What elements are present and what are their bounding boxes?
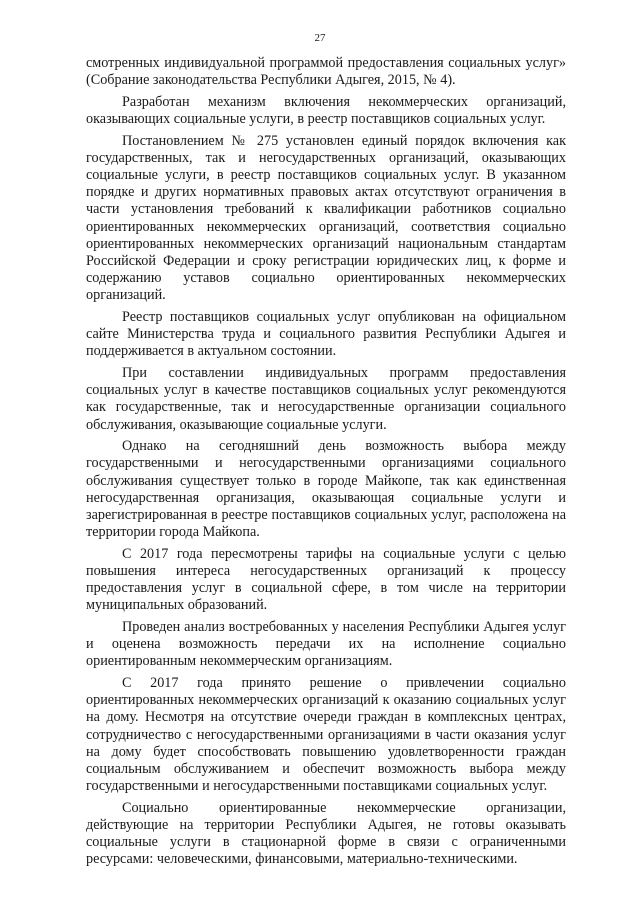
paragraph-3: Постановлением № 275 установлен единый порядок включения как государственных, так и негосударственных организаций, оказывающих социальные услуги, в реестр поставщиков социальных услуг. В указанном порядке и других нормативных правовых актах отсутствуют ограничения в части установления требований к квалификации работников социально ориентированных некоммерческих организаций, соответствия социально ориентированных некоммерческих организаций национальным стандартам Российской Федерации и сроку регистрации юридических лиц, к форме и содержанию уставов социально ориентированных некоммерческих организаций.: [86, 132, 566, 304]
paragraph-8: Проведен анализ востребованных у населения Республики Адыгея услуг и оценена возможность передачи их на исполнение социально ориентированным некоммерческим организациям.: [86, 619, 566, 670]
paragraph-2: Разработан механизм включения некоммерческих организаций, оказывающих социальные услуги, в реестр поставщиков социальных услуг.: [86, 93, 566, 127]
paragraph-7: С 2017 года пересмотрены тарифы на социальные услуги с целью повышения интереса негосударственных организаций к процессу предоставления услуг в социальной сфере, в том числе на территории муниципальных образований.: [86, 545, 566, 614]
paragraph-6: Однако на сегодняшний день возможность выбора между государственными и негосударственными организациями социального обслуживания существует только в городе Майкопе, так как единственная негосударственная организация, оказывающая социальные услуги и зарегистрированная в реестре поставщиков социальных услуг, расположена на территории города Майкопа.: [86, 438, 566, 541]
paragraph-10: Социально ориентированные некоммерческие организации, действующие на территории Республики Адыгея, не готовы оказывать социальные услуги в стационарной форме в связи с ограниченными ресурсами: человеческими, финансовыми, материально-техническими.: [86, 799, 566, 868]
paragraph-4: Реестр поставщиков социальных услуг опубликован на официальном сайте Министерства труда и социального развития Республики Адыгея и поддерживается в актуальном состоянии.: [86, 309, 566, 360]
page-number: 27: [314, 32, 326, 44]
paragraph-5: При составлении индивидуальных программ предоставления социальных услуг в качестве поставщиков социальных услуг рекомендуются как государственные, так и негосударственные организации социального обслуживания, оказывающие социальные услуги.: [86, 365, 566, 433]
paragraph-9: С 2017 года принято решение о привлечении социально ориентированных некоммерческих организаций к оказанию социальных услуг на дому. Несмотря на отсутствие очереди граждан в комплексных центрах, сотрудничество с негосударственными организациями в части оказания услуг на дому будет способствовать повышению удовлетворенности граждан социальным обслуживанием и обеспечит возможность выбора между государственными и негосударственными поставщиками социальных услуг.: [86, 675, 566, 795]
paragraph-1: смотренных индивидуальной программой предоставления социальных услуг» (Собрание законодательства Республики Адыгея, 2015, № 4).: [86, 55, 566, 89]
document-body: [86, 55, 566, 873]
